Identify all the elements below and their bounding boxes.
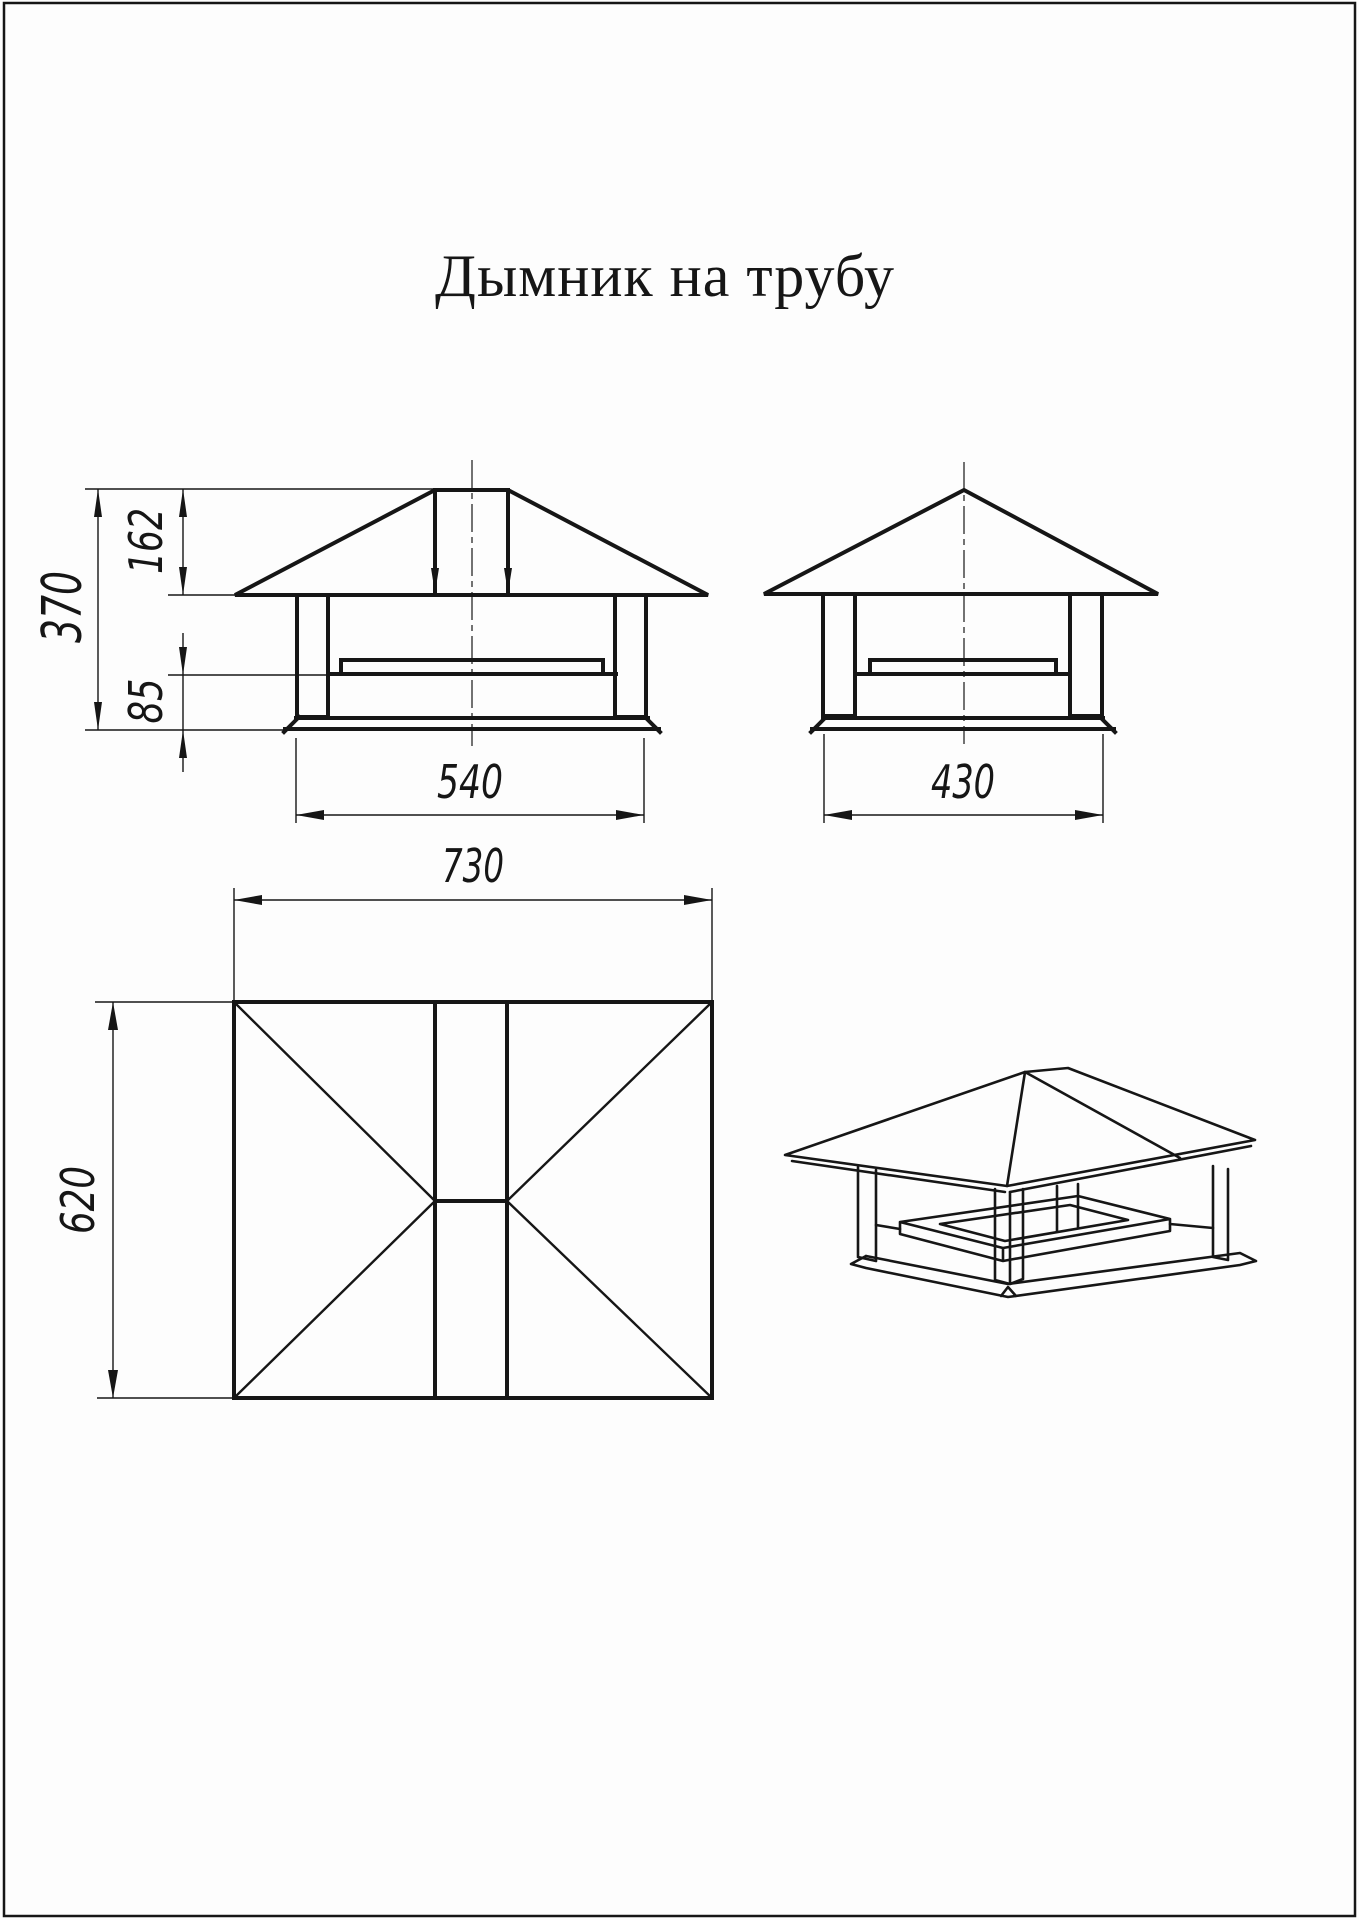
drawing-title: Дымник на трубу [435, 243, 895, 309]
front-view [85, 460, 708, 823]
page-border [4, 3, 1355, 1916]
iso-tray-frame [900, 1196, 1170, 1261]
side-tray [855, 660, 1070, 674]
front-dimension-arrows [94, 486, 644, 820]
isometric-view [785, 1068, 1256, 1297]
iso-roof-outline [785, 1068, 1255, 1186]
iso-left-post [858, 1167, 876, 1261]
plan-dimension-arrows [108, 895, 712, 1398]
iso-right-post [1213, 1166, 1228, 1260]
iso-base-flange [851, 1253, 1256, 1297]
side-base-flange [811, 717, 1115, 732]
dimension-label-skirt-height: 85 [119, 664, 173, 724]
dimension-labels [30, 486, 996, 1234]
dimension-label-roof-depth: 620 [51, 1146, 105, 1234]
dimension-label-base-width: 540 [437, 755, 503, 809]
front-roof-cap-tick-left [431, 568, 439, 593]
plan-roof-outline [234, 1002, 712, 1398]
dimension-label-roof-height: 162 [119, 486, 173, 574]
plan-extension-lines [95, 888, 712, 1398]
side-legs [823, 594, 1102, 716]
plan-view [95, 888, 712, 1398]
iso-front-post [995, 1189, 1023, 1284]
dimension-label-total-height: 370 [30, 539, 94, 643]
dimension-label-roof-width: 730 [442, 839, 504, 893]
front-roof-cap-tick-right [504, 568, 512, 593]
side-roof-outline [764, 490, 1158, 594]
plan-dimension-lines [113, 900, 712, 1398]
dimension-label-base-depth: 430 [931, 755, 995, 809]
